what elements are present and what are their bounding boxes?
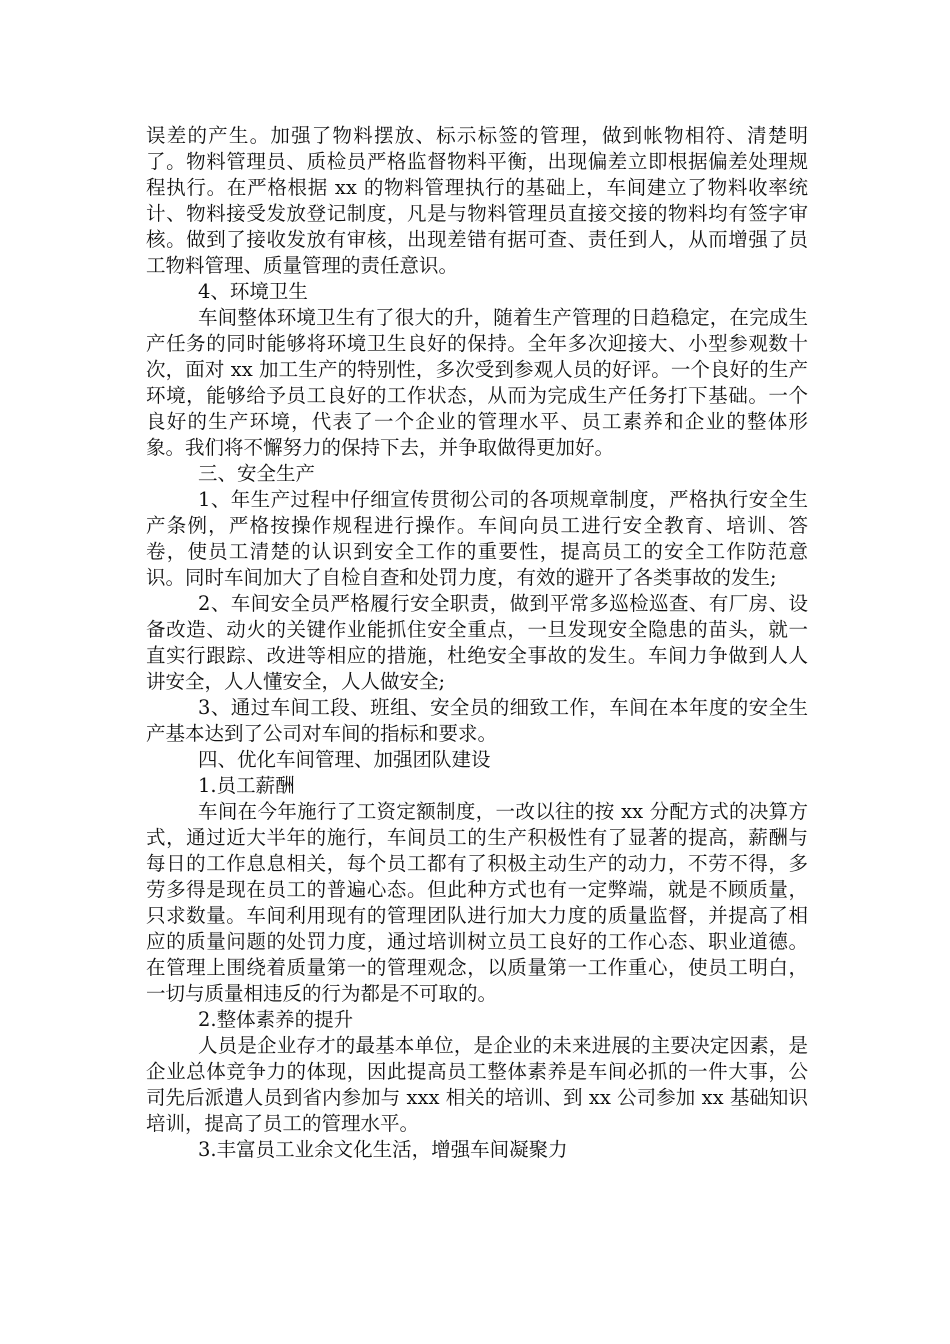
paragraph-safety-2: 2、车间安全员严格履行安全职责，做到平常多巡检巡查、有厂房、设备改造、动火的关键作业能抓住安全重点，一旦发现安全隐患的苗头，就一直实行跟踪、改进等相应的措施，杜绝安全事故的发生。车间力争做到人人讲安全，人人懂安全，人人做安全; bbox=[146, 592, 808, 693]
heading-quality-improvement: 2.整体素养的提升 bbox=[198, 1008, 354, 1031]
heading-environment-hygiene: 4、环境卫生 bbox=[198, 280, 308, 303]
heading-salary: 1.员工薪酬 bbox=[198, 774, 295, 797]
heading-team-building: 四、优化车间管理、加强团队建设 bbox=[198, 748, 491, 771]
paragraph-salary: 车间在今年施行了工资定额制度，一改以往的按 xx 分配方式的决算方式，通过近大半年的施行，车间员工的生产积极性有了显著的提高，薪酬与每日的工作息息相关，每个员工都有了积极主动生产的动力，不劳不得，多劳多得是现在员工的普遍心态。但此种方式也有一定弊端，就是不顾质量，只求数量。车间利用现有的管理团队进行加大力度的质量监督，并提高了相应的质量问题的处罚力度，通过培训树立员工良好的工作心态、职业道德。在管理上围绕着质量第一的管理观念，以质量第一工作重心，使员工明白，一切与质量相违反的行为都是不可取的。 bbox=[146, 800, 808, 1005]
paragraph-safety-3: 3、通过车间工段、班组、安全员的细致工作，车间在本年度的安全生产基本达到了公司对车间的指标和要求。 bbox=[146, 696, 808, 745]
paragraph-quality-improvement: 人员是企业存才的最基本单位，是企业的未来进展的主要决定因素，是企业总体竞争力的体现，因此提高员工整体素养是车间必抓的一件大事，公司先后派遣人员到省内参加与 xxx 相关的培训、到 xx 公司参加 xx 基础知识培训，提高了员工的管理水平。 bbox=[146, 1034, 808, 1135]
paragraph-safety-1: 1、年生产过程中仔细宣传贯彻公司的各项规章制度，严格执行安全生产条例，严格按操作规程进行操作。车间向员工进行安全教育、培训、答卷，使员工清楚的认识到安全工作的重要性，提高员工的安全工作防范意识。同时车间加大了自检自查和处罚力度，有效的避开了各类事故的发生; bbox=[146, 488, 808, 589]
document-page bbox=[146, 123, 808, 1163]
paragraph-environment-hygiene: 车间整体环境卫生有了很大的升，随着生产管理的日趋稳定，在完成生产任务的同时能够将环境卫生良好的保持。全年多次迎接大、小型参观数十次，面对 xx 加工生产的特别性，多次受到参观人员的好评。一个良好的生产环境，能够给予员工良好的工作状态，从而为完成生产任务打下基础。一个良好的生产环境，代表了一个企业的管理水平、员工素养和企业的整体形象。我们将不懈努力的保持下去，并争取做得更加好。 bbox=[146, 306, 808, 459]
heading-cultural-life: 3.丰富员工业余文化生活，增强车间凝聚力 bbox=[198, 1138, 568, 1161]
paragraph-material-management: 误差的产生。加强了物料摆放、标示标签的管理，做到帐物相符、清楚明了。物料管理员、质检员严格监督物料平衡，出现偏差立即根据偏差处理规程执行。在严格根据 xx 的物料管理执行的基础上，车间建立了物料收率统计、物料接受发放登记制度，凡是与物料管理员直接交接的物料均有签字审核。做到了接收发放有审核，出现差错有据可查、责任到人，从而增强了员工物料管理、质量管理的责任意识。 bbox=[146, 124, 808, 277]
heading-safety-production: 三、安全生产 bbox=[198, 462, 316, 485]
